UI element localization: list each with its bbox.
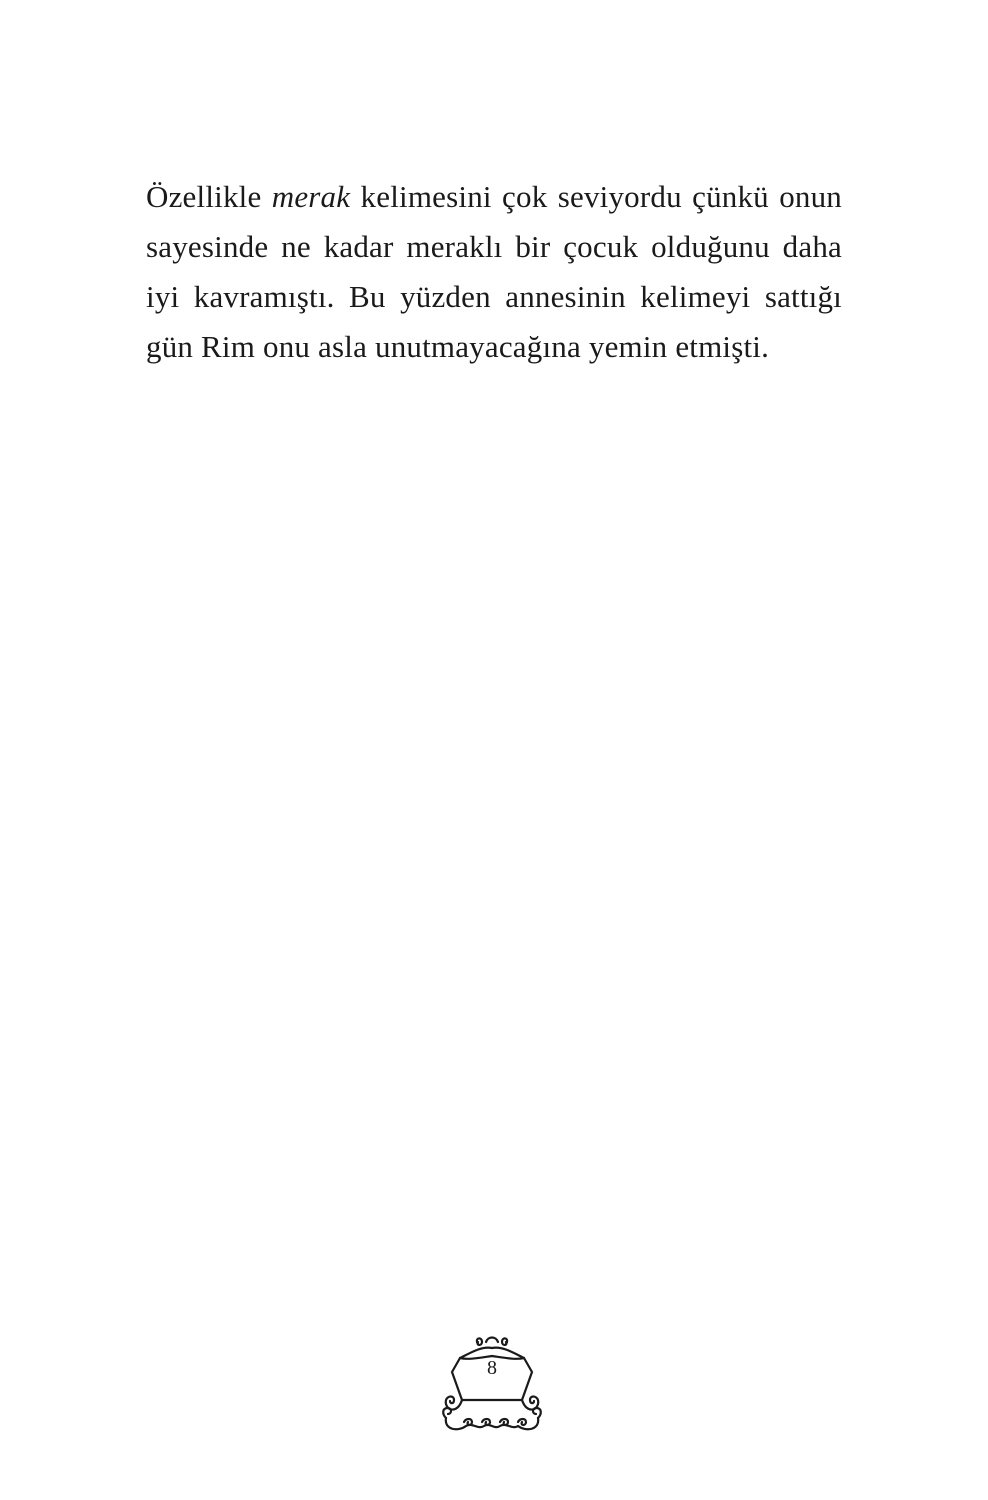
page-number-frame bbox=[438, 1334, 546, 1440]
body-paragraph bbox=[146, 172, 842, 372]
paragraph-text-start: Özellikle bbox=[146, 179, 272, 214]
scroll-frame-icon bbox=[438, 1334, 546, 1440]
page-number: 8 bbox=[487, 1357, 497, 1379]
emphasized-word: merak bbox=[271, 179, 351, 214]
paragraph-text-rest: kelimesini çok seviyordu çünkü onun sayesinde ne kadar meraklı bir çocuk olduğunu daha iyi kavramıştı. Bu yüzden annesinin kelimeyi sattığı gün Rim onu asla unutmayacağına yemin etmişti. bbox=[146, 179, 842, 364]
paragraph-text bbox=[146, 172, 842, 372]
